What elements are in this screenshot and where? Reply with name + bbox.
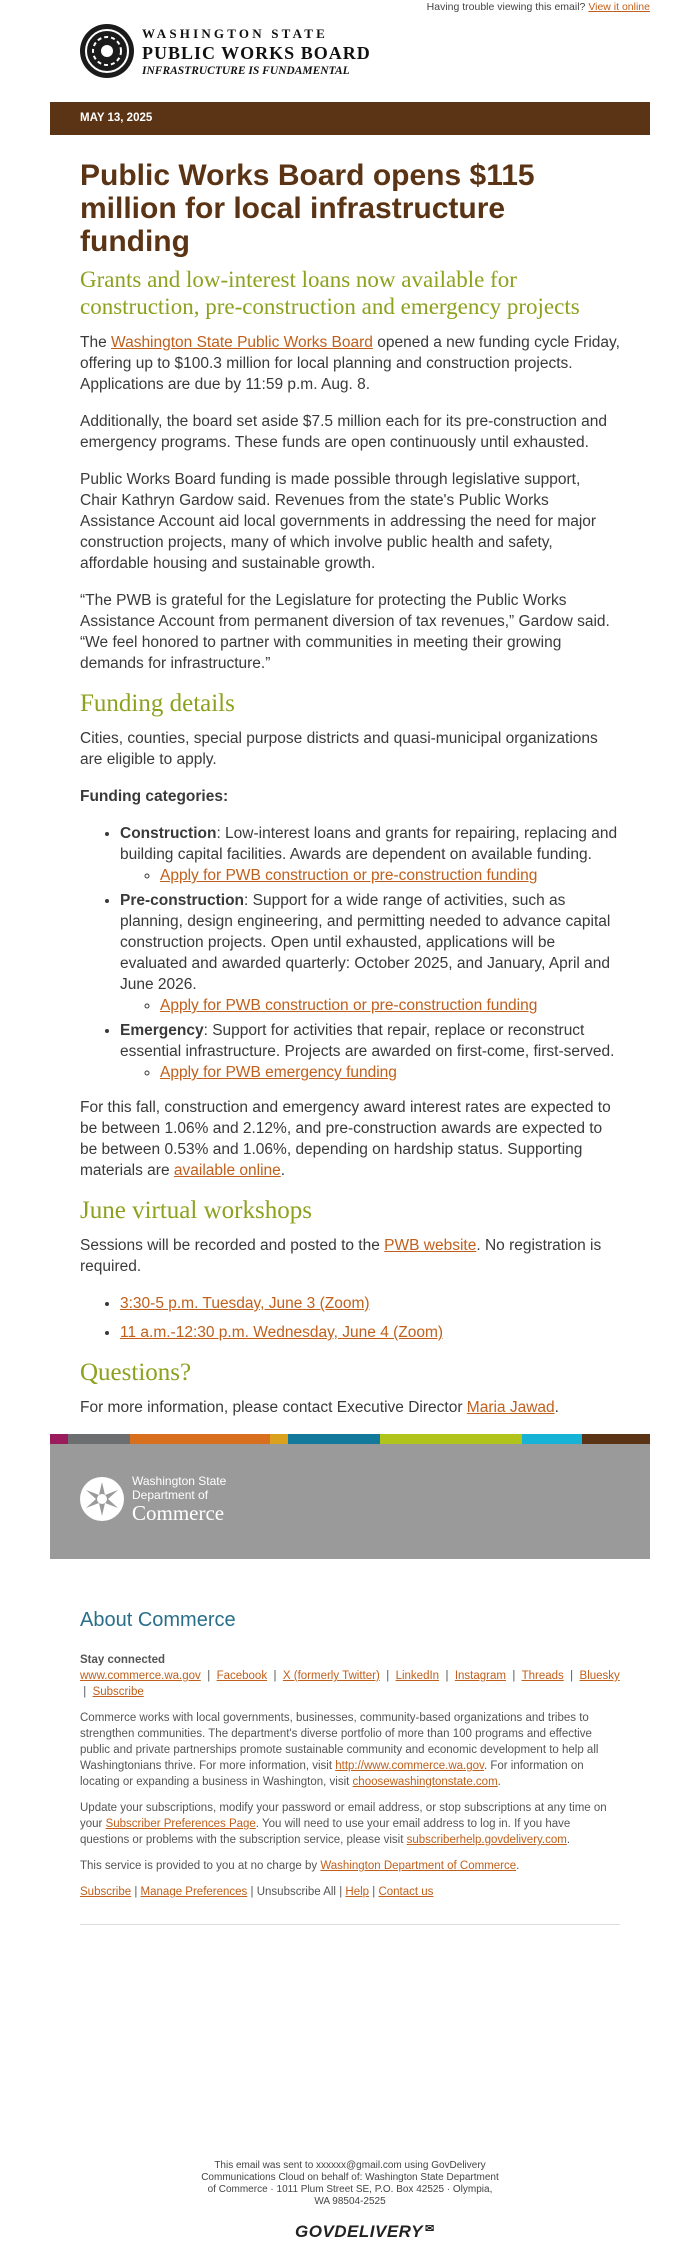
divider [80,1924,620,1925]
govdelivery-footer-text: This email was sent to xxxxxx@gmail.com using GovDelivery Communications Cloud on behalf of: Washington State Department of Commerce · 1011 Plum Street SE, P.O. Box 42525 · Olympia, WA 98504-2525 [201,2160,499,2207]
list-item [120,1322,620,1343]
commerce-line-2: Department of [132,1488,209,1502]
trouble-text: Having trouble viewing this email? [426,1,586,13]
article-title: Public Works Board opens $115 million for local infrastructure funding [80,159,535,258]
commerce-line-1: Washington State [132,1474,227,1488]
about-section [0,1559,700,1900]
workshops-heading: June virtual workshops [80,1197,312,1224]
category-name: Construction [120,825,217,842]
envelope-icon: ✉ [425,2223,435,2235]
session-link-june-3[interactable]: 3:30-5 p.m. Tuesday, June 3 (Zoom) [120,1295,370,1312]
commerce-sun-icon [80,1477,124,1521]
unsubscribe-all-text: Unsubscribe All [256,1886,336,1898]
pwb-link[interactable]: Washington State Public Works Board [111,334,373,351]
date-banner: MAY 13, 2025 [50,102,650,135]
list-item: • Construction: Low-interest loans and grants for repairing, replacing and building capital facilities. Awards are dependent on available funding. ◦ Apply for PWB construction or pre-construction funding [120,823,620,886]
about-heading: About Commerce [80,1609,236,1631]
eligibility-text: Cities, counties, special purpose districts and quasi-municipal organizations are eligible to apply. [80,730,598,768]
commerce-site-link[interactable]: www.commerce.wa.gov [80,1670,201,1682]
x-twitter-link[interactable]: X (formerly Twitter) [282,1670,380,1682]
workshop-sessions-list [80,1293,620,1343]
threads-link[interactable]: Threads [521,1670,564,1682]
rates-paragraph: For this fall, construction and emergency award interest rates are expected to be between 1.06% and 2.12%, and pre-construction awards are expected to be between 0.53% and 1.06%, depending on hardship status. Supporting materials are available online. [80,1099,611,1179]
govdelivery-logo[interactable]: GOVDELIVERY ✉ [295,2222,435,2241]
list-item: • Pre-construction: Support for a wide range of activities, such as planning, design engineering, and permitting needed to advance capital construction projects. Open until exhausted, applications will be evaluated and awarded quarterly: October 2025, and January, April and June 2026. ◦ Apply for PWB construction or pre-construction funding [120,890,620,1016]
categories-label: Funding categories: [80,788,229,805]
pwb-website-link[interactable]: PWB website [384,1237,477,1254]
footer-links: Subscribe | Manage Preferences | Unsubscribe All | Help | Contact us [80,1886,434,1898]
paragraph-quote: “The PWB is grateful for the Legislature for protecting the Public Works Assistance Account from permanent diversion of tax revenues,” Gardow said. “We feel honored to partner with communities in meeting their growing demands for infrastructure.” [80,592,610,672]
subscribe-link[interactable]: Subscribe [80,1886,132,1898]
paragraph-intro: The Washington State Public Works Board opened a new funding cycle Friday, offering up to $100.3 million for local planning and construction projects. Applications are due by 11:59 p.m. Aug. 8. [80,334,620,393]
category-name: Pre-construction [120,892,245,909]
list-item: • Emergency: Support for activities that repair, replace or reconstruct essential infrastructure. Projects are awarded on first-come, first-served. ◦ Apply for PWB emergency funding [120,1020,620,1083]
questions-heading: Questions? [80,1359,192,1386]
available-online-link[interactable]: available online [173,1162,281,1179]
service-notice: This service is provided to you at no charge by Washington Department of Commerce. [80,1860,520,1872]
logo-line-2: PUBLIC WORKS BOARD [142,42,371,63]
paragraph-legislative: Public Works Board funding is made possible through legislative support, Chair Kathryn Gardow said. Revenues from the state's Public Works Assistance Account aid local governments in addressing the need for major construction projects, many of which involve public health and safety, affordable housing and sustainable growth. [80,471,597,572]
article-content [0,159,700,1418]
choose-washington-link[interactable]: choosewashingtonstate.com [352,1776,498,1788]
subscriber-preferences-link[interactable]: Subscriber Preferences Page [105,1818,256,1830]
questions-text: For more information, please contact Executive Director Maria Jawad. [80,1399,559,1416]
contact-us-link[interactable]: Contact us [378,1886,434,1898]
commerce-logo[interactable] [80,1474,226,1524]
linkedin-link[interactable]: LinkedIn [395,1670,440,1682]
session-link-june-4[interactable]: 11 a.m.-12:30 p.m. Wednesday, June 4 (Zoom) [120,1324,444,1341]
article-subtitle: Grants and low-interest loans now available for construction, pre-construction and emergency projects [80,267,580,319]
instagram-link[interactable]: Instagram [454,1670,506,1682]
color-stripe [50,1434,650,1444]
category-name: Emergency [120,1022,204,1039]
stay-connected-label: Stay connected [80,1654,165,1666]
subscription-info: Update your subscriptions, modify your password or email address, or stop subscriptions at any time on your Subscriber Preferences Page. You will need to use your email address to log in. If you have questions or problems with the subscription service, please visit subscriberhelp.govdelivery.com. [80,1802,607,1846]
contact-director-link[interactable]: Maria Jawad [466,1399,555,1416]
funding-categories-list [80,823,620,1083]
apply-construction-link[interactable]: Apply for PWB construction or pre-construction funding [160,867,538,884]
commerce-url-link[interactable]: http://www.commerce.wa.gov [335,1760,484,1772]
bluesky-link[interactable]: Bluesky [579,1670,620,1682]
apply-emergency-link[interactable]: Apply for PWB emergency funding [160,1064,397,1081]
subscribe-social-link[interactable]: Subscribe [92,1686,144,1698]
commerce-department-link[interactable]: Washington Department of Commerce [320,1860,517,1872]
commerce-description: Commerce works with local governments, businesses, community-based organizations and tribes to strengthen communities. The department's diverse portfolio of more than 100 programs and effective public and private partnerships promote sustainable community and economic development to help all Washingtonians thrive. For more information, visit http://www.commerce.wa.gov. For information on locating or expanding a business in Washington, visit choosewashingtonstate.com. [80,1712,599,1788]
commerce-banner [50,1444,650,1559]
paragraph-set-aside: Additionally, the board set aside $7.5 million each for its pre-construction and emergency programs. These funds are open continuously until exhausted. [80,413,608,451]
social-links: www.commerce.wa.gov | Facebook | X (formerly Twitter) | LinkedIn | Instagram | Threads | Bluesky | Subscribe [80,1670,620,1698]
view-online-link[interactable]: View it online [588,1,650,13]
manage-preferences-link[interactable]: Manage Preferences [140,1886,248,1898]
commerce-line-3: Commerce [132,1501,225,1525]
header [0,16,700,88]
top-notice [0,0,700,16]
pwb-emblem-icon [80,24,134,78]
logo-line-1: WASHINGTON STATE [142,25,328,41]
funding-details-heading: Funding details [80,690,235,717]
subscriber-help-link[interactable]: subscriberhelp.govdelivery.com [406,1834,567,1846]
workshops-intro: Sessions will be recorded and posted to the PWB website. No registration is required. [80,1237,602,1275]
logo-line-3: INFRASTRUCTURE IS FUNDAMENTAL [142,64,350,77]
facebook-link[interactable]: Facebook [216,1670,268,1682]
list-item [120,1293,620,1314]
apply-preconstruction-link[interactable]: Apply for PWB construction or pre-construction funding [160,997,538,1014]
help-link[interactable]: Help [345,1886,370,1898]
pwb-logo[interactable] [80,24,371,78]
